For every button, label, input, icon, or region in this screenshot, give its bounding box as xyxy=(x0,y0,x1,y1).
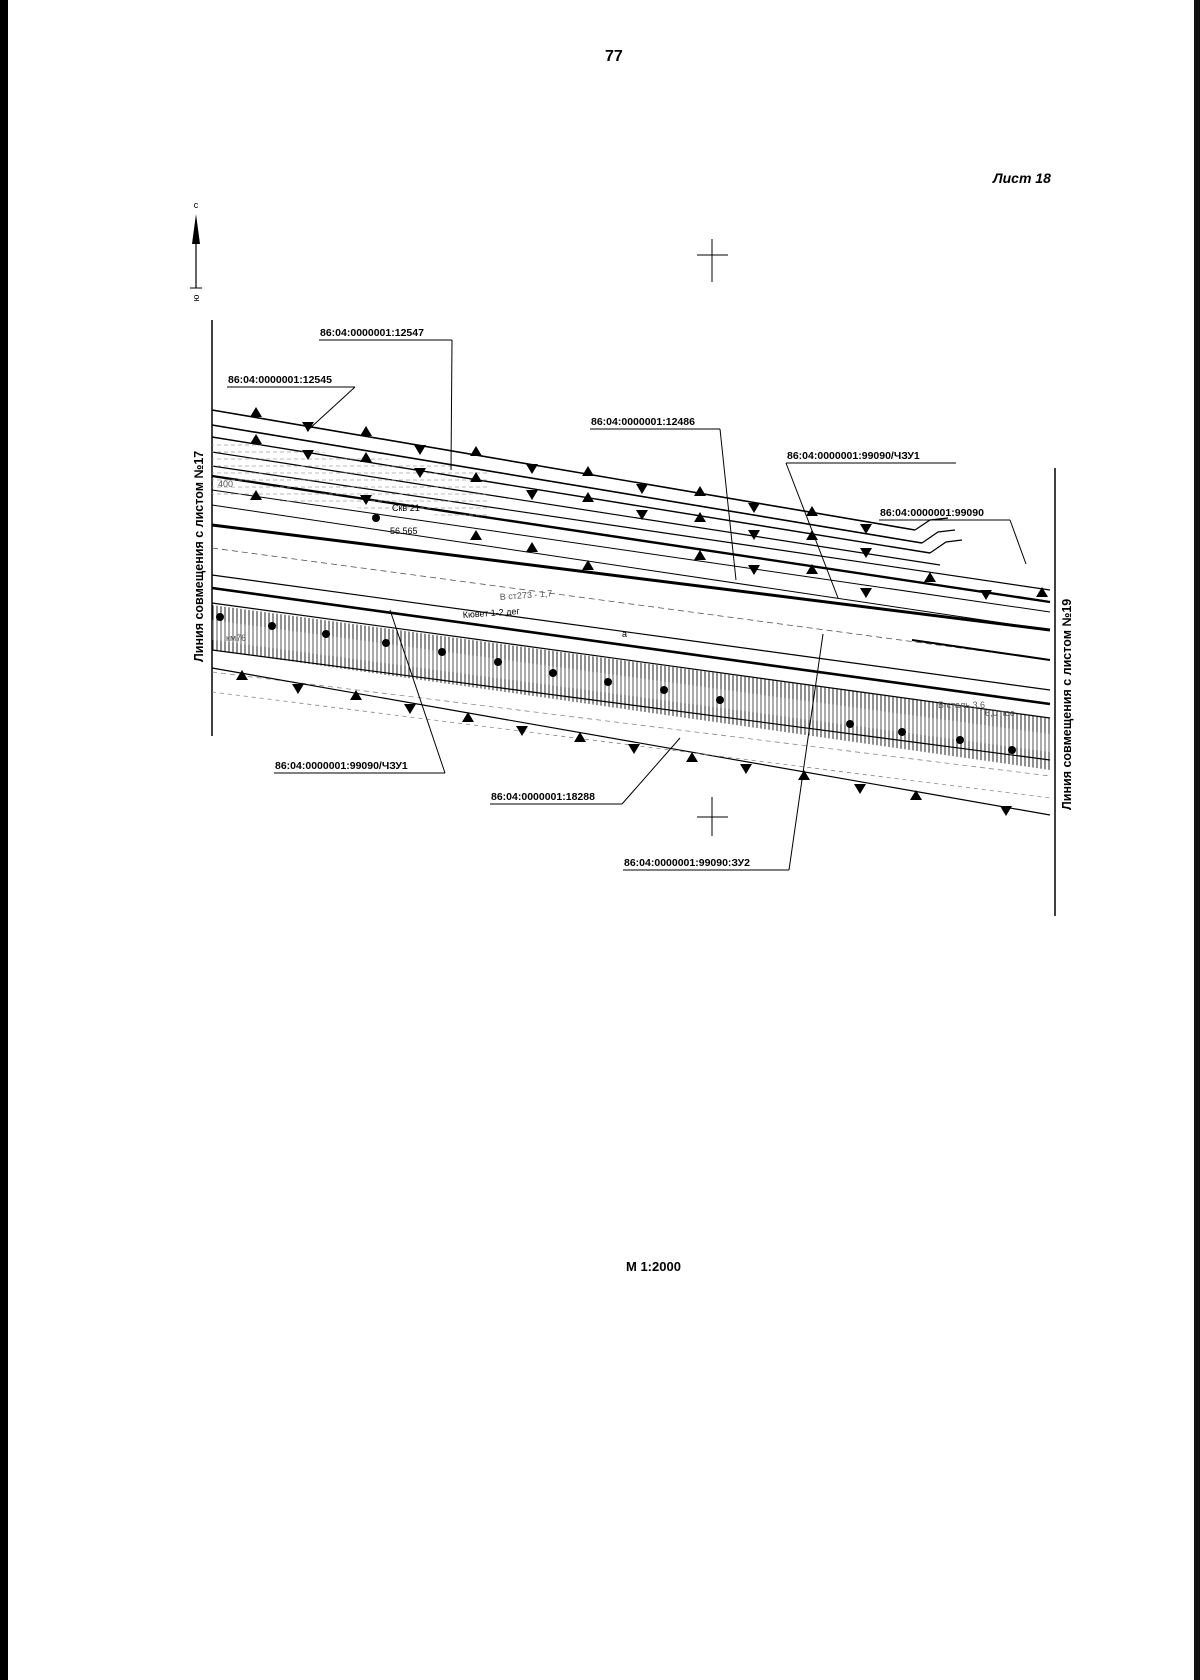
well-label: Скв 21 xyxy=(392,503,420,513)
small-a-mark: а xyxy=(622,629,628,639)
registration-cross-bottom xyxy=(697,797,728,836)
north-arrow-head-icon xyxy=(192,214,200,244)
pipeline-label: В ст273 - 1,7 xyxy=(499,588,553,602)
svg-text:86:04:0000001:18288: 86:04:0000001:18288 xyxy=(491,791,595,803)
km-mark: км76 xyxy=(226,633,247,643)
well-elevation: 56.565 xyxy=(390,526,418,536)
map-scale: М 1:2000 xyxy=(626,1259,681,1274)
registration-cross-top xyxy=(697,239,728,282)
embankment-label: Кювет 1-2 дег xyxy=(462,606,521,620)
svg-text:86:04:0000001:99090: 86:04:0000001:99090 xyxy=(880,507,984,519)
svg-text:86:04:0000001:12545: 86:04:0000001:12545 xyxy=(228,374,332,386)
right-mark-2: 6,0 пос xyxy=(985,708,1015,718)
match-line-left-label: Линия совмещения с листом №17 xyxy=(192,450,206,662)
sheet-label: Лист 18 xyxy=(993,170,1051,186)
svg-text:86:04:0000001:99090:ЗУ2: 86:04:0000001:99090:ЗУ2 xyxy=(624,857,750,869)
north-arrow-bottom-letter: ю xyxy=(191,294,201,302)
page-number: 77 xyxy=(605,48,623,65)
north-arrow xyxy=(190,200,202,301)
parcel-label-p2 xyxy=(227,374,355,431)
svg-text:86:04:0000001:99090/ЧЗУ1: 86:04:0000001:99090/ЧЗУ1 xyxy=(275,760,408,772)
left-mark: 400 xyxy=(218,479,234,489)
svg-text:86:04:0000001:12547: 86:04:0000001:12547 xyxy=(320,327,424,339)
well-icon xyxy=(372,514,380,522)
svg-text:86:04:0000001:99090/ЧЗУ1: 86:04:0000001:99090/ЧЗУ1 xyxy=(787,450,920,462)
right-mark: В сталь 3,6 xyxy=(938,700,985,710)
svg-text:86:04:0000001:12486: 86:04:0000001:12486 xyxy=(591,416,695,428)
parcel-label-p1 xyxy=(319,327,452,470)
plan-linework xyxy=(212,410,1050,815)
north-arrow-top-letter: с xyxy=(193,200,199,210)
match-line-right-label: Линия совмещения с листом №19 xyxy=(1060,598,1074,810)
parcel-label-p5 xyxy=(879,507,1026,564)
